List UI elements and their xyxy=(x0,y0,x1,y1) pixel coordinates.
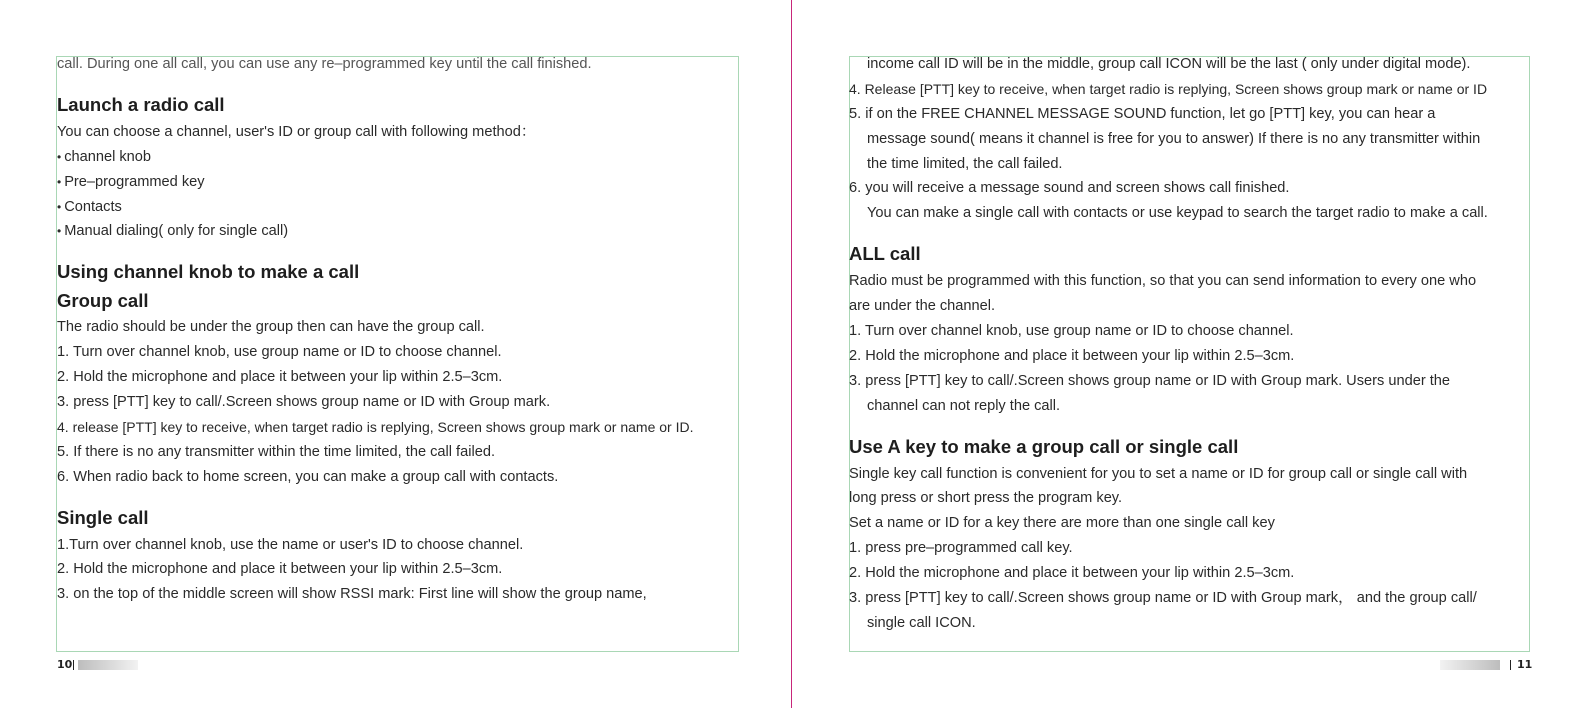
continued-line: income call ID will be in the middle, group call ICON will be the last ( only under digital mode). xyxy=(867,56,1471,72)
single-step: 6. you will receive a message sound and screen shows call finished. xyxy=(849,180,1290,197)
group-step: 4. release [PTT] key to receive, when target radio is replying, Screen shows group mark or name or ID. xyxy=(57,418,694,435)
a-key-intro: Set a name or ID for a key there are more than one single call key xyxy=(849,515,1275,532)
single-step: 4. Release [PTT] key to receive, when target radio is replying, Screen shows group mark or name or ID xyxy=(849,80,1488,97)
a-key-intro: long press or short press the program key. xyxy=(849,490,1123,507)
bullet-item: • channel knob xyxy=(57,145,694,170)
bullet-item: • Contacts xyxy=(57,195,694,220)
group-step: 3. press [PTT] key to call/.Screen shows group name or ID with Group mark. xyxy=(57,394,551,411)
single-step: 5. if on the FREE CHANNEL MESSAGE SOUND function, let go [PTT] key, you can hear a xyxy=(849,105,1436,122)
page-number-right: 11 xyxy=(1517,658,1533,671)
bullet-item: • Manual dialing( only for single call) xyxy=(57,219,694,244)
all-call-heading: ALL call xyxy=(849,243,921,265)
group-step: 6. When radio back to home screen, you can make a group call with contacts. xyxy=(57,468,559,485)
group-step: 2. Hold the microphone and place it between your lip within 2.5–3cm. xyxy=(57,369,503,386)
knob-heading: Using channel knob to make a call xyxy=(57,261,360,283)
continued-line: call. During one all call, you can use any re–programmed key until the call finished. xyxy=(57,56,592,72)
step-continuation: message sound( means it channel is free for you to answer) If there is no any transmitter within xyxy=(867,130,1481,147)
page-fold xyxy=(791,0,792,708)
step-continuation: channel can not reply the call. xyxy=(867,397,1061,414)
all-intro: are under the channel. xyxy=(849,298,996,315)
group-call-heading: Group call xyxy=(57,290,149,312)
single-step: 3. on the top of the middle screen will show RSSI mark: First line will show the group name, xyxy=(57,586,647,603)
single-call-heading: Single call xyxy=(57,506,149,528)
all-step: 3. press [PTT] key to call/.Screen shows group name or ID with Group mark. Users under the xyxy=(849,372,1451,389)
all-step: 1. Turn over channel knob, use group name or ID to choose channel. xyxy=(849,323,1294,340)
a-key-step: 3. press [PTT] key to call/.Screen shows group name or ID with Group mark， and the group call/ xyxy=(849,590,1477,607)
footer-bar-left xyxy=(78,660,138,670)
single-step: 2. Hold the microphone and place it between your lip within 2.5–3cm. xyxy=(57,561,503,578)
launch-heading: Launch a radio call xyxy=(57,93,225,115)
a-key-step: 1. press pre–programmed call key. xyxy=(849,540,1073,557)
footer-bar-right xyxy=(1440,660,1500,670)
step-continuation: the time limited, the call failed. xyxy=(867,155,1063,172)
launch-intro: You can choose a channel, user's ID or group call with following method： xyxy=(57,123,536,140)
page-number-separator xyxy=(1510,660,1511,670)
left-page-text xyxy=(57,52,694,607)
bullet-item: • Pre–programmed key xyxy=(57,170,694,195)
a-key-step: 2. Hold the microphone and place it between your lip within 2.5–3cm. xyxy=(849,565,1295,582)
group-step: 1. Turn over channel knob, use group name or ID to choose channel. xyxy=(57,344,502,361)
a-key-heading: Use A key to make a group call or single call xyxy=(849,435,1239,457)
single-step: 1.Turn over channel knob, use the name or user's ID to choose channel. xyxy=(57,536,524,553)
group-step: 5. If there is no any transmitter within the time limited, the call failed. xyxy=(57,443,496,460)
right-page-text xyxy=(849,52,1488,636)
all-step: 2. Hold the microphone and place it between your lip within 2.5–3cm. xyxy=(849,347,1295,364)
a-key-intro: Single key call function is convenient for you to set a name or ID for group call or single call with xyxy=(849,465,1468,482)
step-continuation: You can make a single call with contacts or use keypad to search the target radio to make a call. xyxy=(867,205,1488,222)
step-continuation: single call ICON. xyxy=(867,614,976,631)
group-intro: The radio should be under the group then can have the group call. xyxy=(57,319,485,336)
page-number-left: 10 xyxy=(57,658,73,671)
page-number-separator xyxy=(73,660,74,670)
all-intro: Radio must be programmed with this function, so that you can send information to every one who xyxy=(849,273,1477,290)
